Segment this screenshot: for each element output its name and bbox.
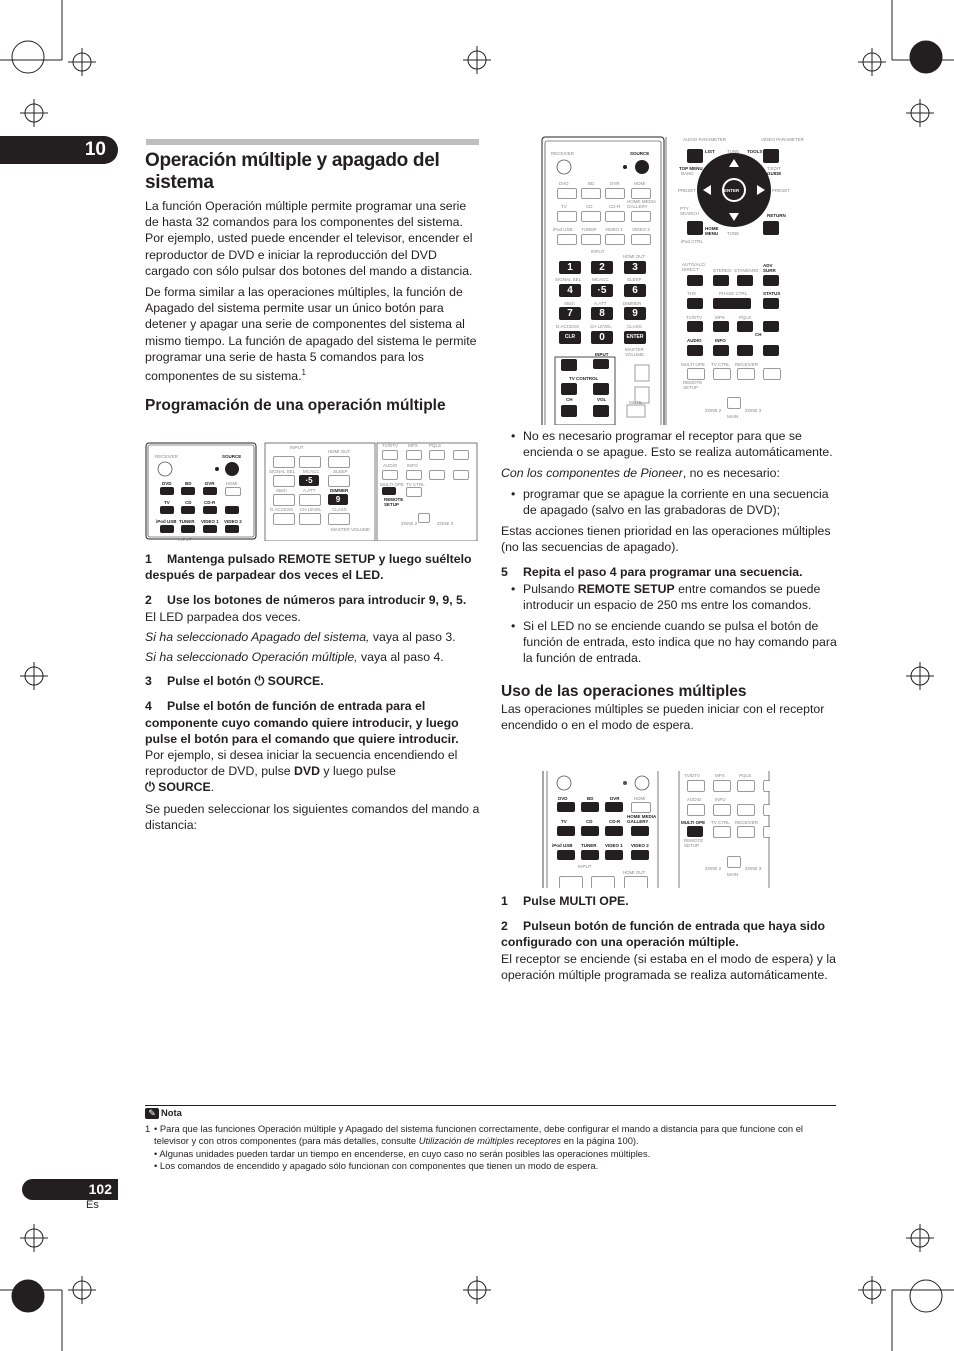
note-item-1: • Para que las funciones Operación múltiple y Apagado del sistema funcionen correctamente, debe configurar el mando a distancia para que funcione con el televisor y con otros componentes (para más detalles, consulte Utilización de múltiples receptores en la página 100). — [154, 1123, 803, 1147]
remote-illustration-3: DVD BD DVR HDMI TV CD CD-R HOME MEDIA GALLERY iPod USB TUNER VIDEO 1 VIDEO 2 INPUT HDMI OUT TV/DTV MPX PQLS AUDIO INFO MULTI OPE TV CTRL RECEIVER REMOTE SETUP ZONE 2 ZONE 3 MAIN — [541, 771, 770, 888]
language-code: Es — [86, 1199, 99, 1211]
intro-paragraph-2: De forma similar a las operaciones múltiples, la función de Apagado del sistema permite usar un único botón para detener y apagar una serie de componentes del sistema al mismo tiempo. La función de apagado del sistema le permite programar una serie de hasta 5 comandos para los componentes de su sistema.$^1$ — [145, 285, 477, 384]
step-5: 5 Repita el paso 4 para programar una secuencia. — [501, 565, 803, 580]
use-step-2-detail: El receptor se enciende (si estaba en el modo de espera) y la operación múltiple programada se realiza automáticamente. — [501, 951, 836, 982]
section-heading-use: Uso de las operaciones múltiples — [501, 682, 747, 700]
page-number: 102 — [22, 1179, 118, 1200]
remote-illustration-1: RECEIVER SOURCE DVD BD DVR HDMI TV CD CD-R iPod USB TUNER VIDEO 1 VIDEO 2 INPUT INPUT HDMI OUT SIGNAL SEL MCACC SLEEP ·5 SBch A.ATT DIMMER 9 D.ACCESS CH LEVEL CLASS MASTER VOLUME TV/DTV MPX PQLS AUDIO INFO MULTI OPE TV CTRL REMOTE SETUP ZONE 2 ZONE 3 — [145, 441, 479, 541]
bullet-3: • Pulsando REMOTE SETUP entre comandos se puede introducir un espacio de 250 ms entre los comandos. — [501, 581, 838, 613]
bullet-4: • Si el LED no se enciende cuando se pulsa el botón de función de entrada, esto indica que no hay comando para la función de entrada. — [501, 618, 838, 667]
step-1: 1 Mantenga pulsado REMOTE SETUP y luego suéltelo después de parpadear dos veces el LED. — [145, 552, 472, 583]
select-commands: Se pueden seleccionar los siguientes comandos del mando a distancia: — [145, 801, 480, 832]
title-rule — [146, 139, 479, 145]
priority-text: Estas acciones tienen prioridad en las operaciones múltiples (no las secuencias de apagado). — [501, 524, 831, 555]
note-number: 1 — [145, 1123, 151, 1134]
note-item-3: • Los comandos de encendido y apagado sólo funcionan con componentes que tienen un modo de espera. — [154, 1160, 599, 1172]
chapter-number: 10 — [0, 136, 118, 164]
if-shutdown: Si ha seleccionado Apagado del sistema, vaya al paso 3. — [145, 629, 456, 644]
step-2-detail: El LED parpadea dos veces. — [145, 609, 301, 624]
right-column — [501, 428, 838, 733]
bullet-2: • programar que se apague la corriente en una secuencia de apagado (salvo en las grabadoras de DVD); — [501, 486, 838, 518]
step-4-detail: Por ejemplo, si desea iniciar la secuencia encendiendo el reproductor de DVD, pulse DVD y luego pulse ⏻ SOURCE. — [145, 748, 458, 795]
step-3: 3 Pulse el botón ⏻ SOURCE. — [145, 674, 324, 689]
remote-illustration-2: RECEIVER SOURCE DVD BD DVR HDMI TV CD CD-R HOME MEDIA GALLERY iPod USB TUNER VIDEO 1 VIDEO 2 INPUT HDMI OUT 1 2 3 SIGNAL SEL MCACC SLEEP 4 ·5 6 SBch A.ATT DIMMER 7 8 9 D.ACCESS CH LEVEL CLASS CLR 0 ENTER MASTER VOLUME INPUT TV CONTROL CH VOL MUTE AUDIO PARAMETER VIDEO PARAMETER LIST TOOLS TOP MENU BAND T.EDIT GUIDE PRESET PRESET TUNE TUNE ENTER PTY SEARCH RETURN HOME MENU iPod CTRL AUTO/ALC/ DIRECT STEREO STANDARD ADV SURR THX PHASE CTRL STATUS TV/DTV MPX PQLS AUDIO INFO CH MULTI OPE TV CTRL RECEIVER REMOTE SETUP ZONE 2 ZONE 3 MAIN — [541, 135, 836, 425]
note-icon: ✎ — [145, 1108, 159, 1119]
step-4: 4 Pulse el botón de función de entrada para el componente cuyo comando quiere introducir, y luego pulse el botón para el comando que quiere introducir. — [145, 699, 459, 746]
note-rule — [145, 1105, 836, 1106]
bullet-1: • No es necesario programar el receptor para que se encienda o se apague. Esto se realiza automáticamente. — [501, 428, 838, 460]
use-intro: Las operaciones múltiples se pueden iniciar con el receptor encendido o en el modo de espera. — [501, 701, 825, 732]
note-body — [154, 1123, 838, 1173]
power-icon: ⏻ — [254, 674, 265, 689]
footnote-ref: 1 — [301, 368, 306, 378]
use-steps — [501, 893, 838, 983]
use-step-1: 1 Pulse MULTI OPE. — [501, 894, 629, 908]
page-title: Operación múltiple y apagado del sistema — [145, 150, 440, 193]
step-2: 2 Use los botones de números para introducir 9, 9, 5. — [145, 593, 467, 608]
if-multi: Si ha seleccionado Operación múltiple, vaya al paso 4. — [145, 650, 444, 665]
left-steps — [145, 551, 481, 833]
use-step-2: 2 Pulseun botón de función de entrada que haya sido configurado con una operación múltiple. — [501, 919, 825, 950]
left-column — [145, 150, 481, 415]
power-icon: ⏻ — [145, 780, 155, 795]
note-label: Nota — [161, 1107, 182, 1118]
section-heading-programming: Programación de una operación múltiple — [145, 397, 446, 415]
note-item-2: • Algunas unidades pueden tardar un tiempo en encenderse, en cuyo caso no serán posibles las operaciones múltiples. — [154, 1147, 651, 1159]
intro-paragraph-1: La función Operación múltiple permite programar una serie de hasta 32 comandos para los componentes del sistema. Por ejemplo, usted puede encender el televisor, encender el reproductor de DVD e iniciar la reproducción del DVD cargado con sólo pulsar dos botones del mando a distancia. — [145, 199, 473, 278]
pioneer-note: Con los componentes de Pioneer, no es necesario: — [501, 466, 780, 481]
